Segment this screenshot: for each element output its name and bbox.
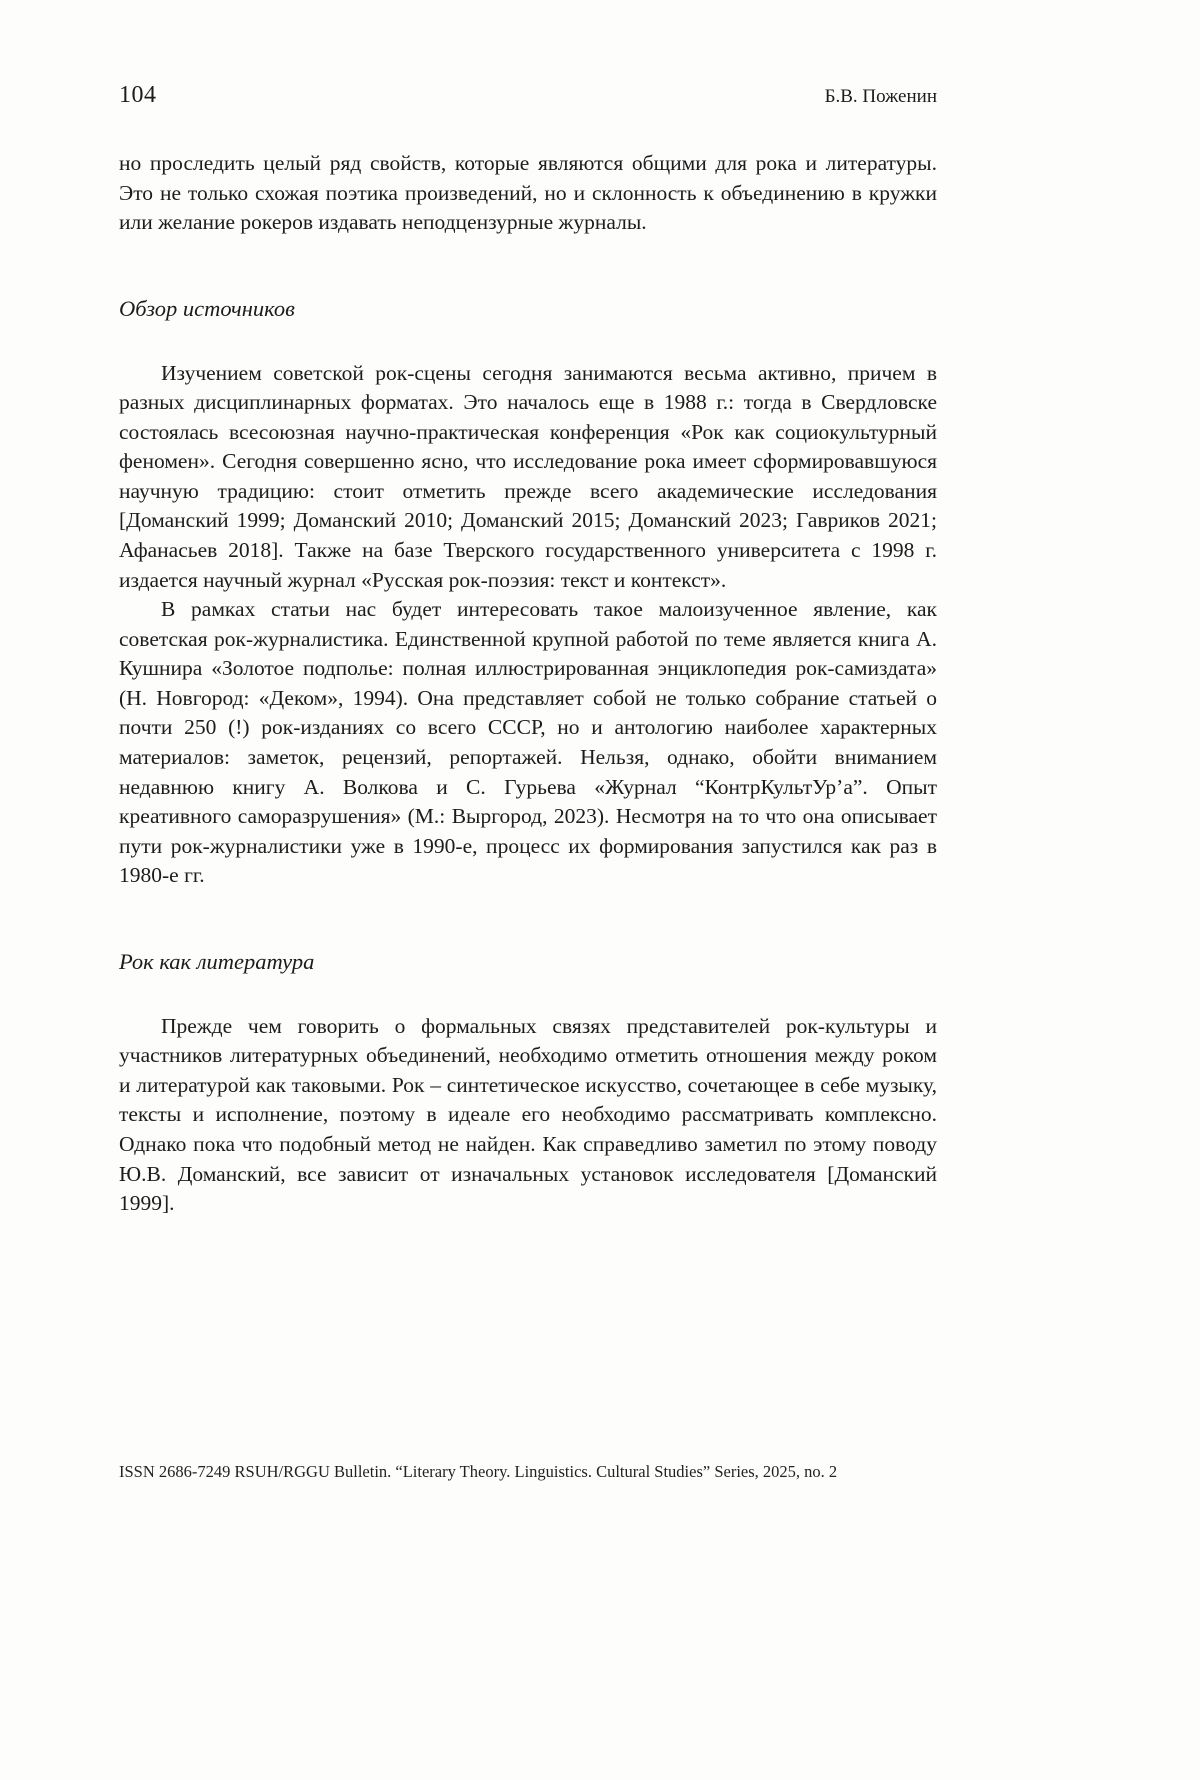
- page-header: [119, 82, 937, 109]
- paragraph: В рамках статьи нас будет интересовать такое малоизученное явление, как советская рок-журналистика. Единственной крупной работой по теме является книга А. Кушнира «Золотое подполье: полная иллюстрированная энциклопедия рок-самиздата» (Н. Новгород: «Деком», 1994). Она представляет собой не только собрание статьей о почти 250 (!) рок-изданиях со всего СССР, но и антологию наиболее характерных материалов: заметок, рецензий, репортажей. Нельзя, однако, обойти вниманием недавнюю книгу А. Волкова и С. Гурьева «Журнал “КонтрКультУр’а”. Опыт креативного саморазрушения» (М.: Выргород, 2023). Несмотря на то что она описывает пути рок-журналистики уже в 1990-е, процесс их формирования запустился как раз в 1980-е гг.: [119, 597, 937, 888]
- intro-paragraph: но проследить целый ряд свойств, которые являются общими для рока и литературы. Это не только схожая поэтика произведений, но и склонность к объединению в кружки или желание рокеров издавать неподцензурные журналы.: [119, 151, 937, 235]
- section-heading-rock-as-literature: Рок как литература: [119, 948, 315, 974]
- section-heading-sources-review: Обзор источников: [119, 295, 295, 321]
- article-body: [119, 149, 937, 1219]
- text-block: [119, 0, 937, 1219]
- journal-footer: ISSN 2686-7249 RSUH/RGGU Bulletin. “Literary Theory. Linguistics. Cultural Studies” Series, 2025, no. 2: [119, 1462, 838, 1481]
- running-head-author: Б.В. Поженин: [824, 86, 937, 107]
- page-number: 104: [119, 82, 157, 108]
- paragraph: Изучением советской рок-сцены сегодня занимаются весьма активно, причем в разных дисциплинарных форматах. Это началось еще в 1988 г.: тогда в Свердловске состоялась всесоюзная научно-практическая конференция «Рок как социокультурный феномен». Сегодня совершенно ясно, что исследование рока имеет сформировавшуюся научную традицию: стоит отметить прежде всего академические исследования [Доманский 1999; Доманский 2010; Доманский 2015; Доманский 2023; Гавриков 2021; Афанасьев 2018]. Также на базе Тверского государственного университета с 1998 г. издается научный журнал «Русская рок-поэзия: текст и контекст».: [119, 360, 937, 592]
- paragraph: Прежде чем говорить о формальных связях представителей рок-культуры и участников литературных объединений, необходимо отметить отношения между роком и литературой как таковыми. Рок – синтетическое искусство, сочетающее в себе музыку, тексты и исполнение, поэтому в идеале его необходимо рассматривать комплексно. Однако пока что подобный метод не найден. Как справедливо заметил по этому поводу Ю.В. Доманский, все зависит от изначальных установок исследователя [Доманский 1999].: [119, 1013, 937, 1216]
